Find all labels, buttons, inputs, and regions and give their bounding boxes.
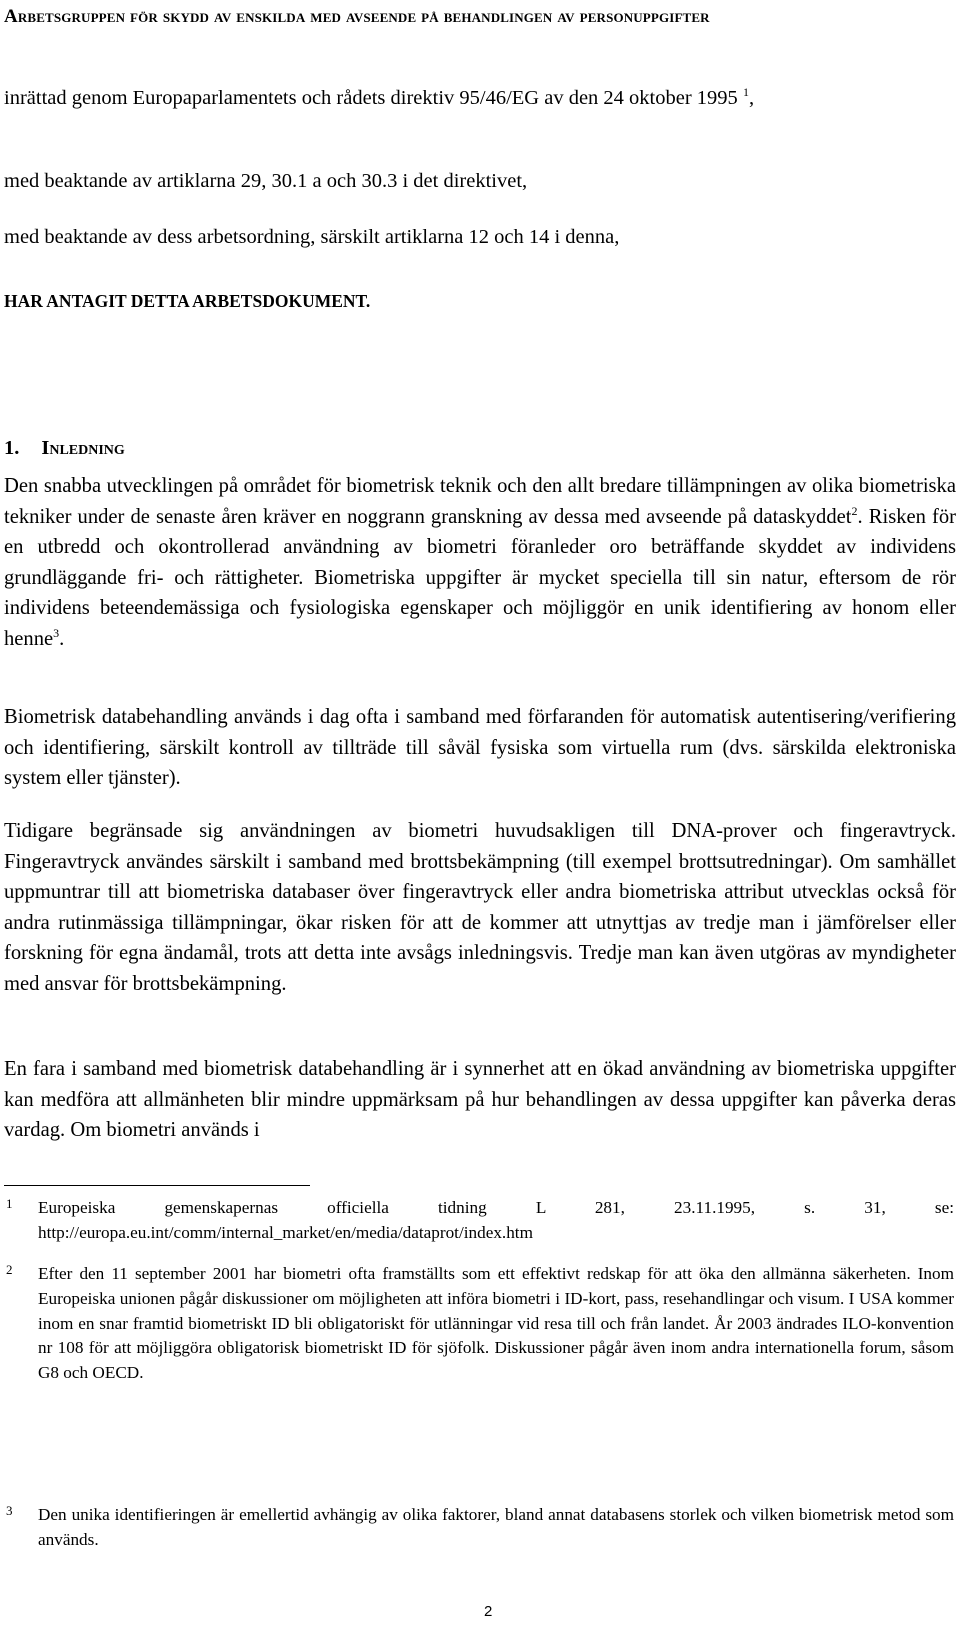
paragraph-danger: En fara i samband med biometrisk databehandling är i synnerhet att en ökad användning av biometriska uppgifter kan medföra att allmänheten blir mindre uppmärksam på hur behandlingen av dessa uppgifter kan påverka deras vardag. Om biometri används i xyxy=(4,1058,956,1141)
section-title: Inledning xyxy=(41,437,125,459)
section-heading xyxy=(4,433,125,463)
paragraph-biometric-processing: Biometrisk databehandling används i dag ofta i samband med förfaranden för automatisk autentisering/verifiering och identifiering, särskilt kontroll av tillträde till såväl fysiska som virtuella rum (dvs. särskilda elektroniska system eller tjänster). xyxy=(4,706,956,789)
footnote-number: 1 xyxy=(6,1196,13,1211)
footnote-ref-2[interactable]: 2 xyxy=(851,503,858,518)
adopted-statement: HAR ANTAGIT DETTA ARBETSDOKUMENT. xyxy=(4,291,371,311)
paragraph-text: . Risken för en utbredd och okontrollerad användning av biometri föranleder oro beträffande skyddet av individens grundläggande fri- och rättigheter. Biometriska uppgifter är mycket speciella till sin natur, eftersom de rör individens beteendemässiga och fysiologiska egenskaper och möjliggör en unik identifiering av honom eller henne xyxy=(4,505,957,650)
paragraph-history: Tidigare begränsade sig användningen av biometri huvudsakligen till DNA-prover och fingeravtryck. Fingeravtryck användes särskilt i samband med brottsbekämpning (till exempel brottsutredningar). Om samhället uppmuntrar till att biometriska databaser över fingeravtryck eller andra biometriska attribut utvecklas också för andra rutinmässiga tillämpningar, ökar risken för att de kommer att utnyttjas av tredje man i jämförelser eller forskning för egna ändamål, trots att detta inte avsågs inledningsvis. Tredje man kan även utgöras av myndigheter med ansvar för brottsbekämpning. xyxy=(4,820,956,995)
working-party-title: Arbetsgruppen för skydd av enskilda med avseende på behandlingen av personuppgifter xyxy=(4,6,710,27)
footnote-ref-3[interactable]: 3 xyxy=(53,625,60,640)
footnote-number: 3 xyxy=(6,1503,13,1518)
established-tail: , xyxy=(748,87,755,109)
footnote-1: Europeiska gemenskapernas officiella tidning L 281, 23.11.1995, s. 31, se: http://europa.eu.int/comm/internal_market/en/media/dataprot/index.htm xyxy=(38,1198,954,1242)
considering-rules-clause: med beaktande av dess arbetsordning, särskilt artiklarna 12 och 14 i denna, xyxy=(4,226,620,248)
footnote-ref-1[interactable]: 1 xyxy=(742,85,749,99)
paragraph-text: . xyxy=(59,627,65,650)
established-text: inrättad genom Europaparlamentets och rådets direktiv 95/46/EG av den 24 oktober 1995 xyxy=(4,87,738,109)
page-number: 2 xyxy=(484,1603,493,1620)
section-number: 1. xyxy=(4,437,20,459)
paragraph-introduction xyxy=(4,471,956,654)
footnote-number: 2 xyxy=(6,1262,13,1277)
paragraph-text: Den snabba utvecklingen på området för biometrisk teknik och den allt bredare tillämpningen av olika biometriska tekniker under de senaste åren kräver en noggrann granskning av dessa med avseende på dataskyddet xyxy=(4,475,956,528)
considering-articles-clause: med beaktande av artiklarna 29, 30.1 a och 30.3 i det direktivet, xyxy=(4,170,528,192)
established-clause xyxy=(4,83,954,113)
footnote-separator xyxy=(4,1185,310,1186)
footnote-3: Den unika identifieringen är emellertid avhängig av olika faktorer, bland annat databasens storlek och vilken biometrisk metod som används. xyxy=(38,1505,954,1549)
footnote-2: Efter den 11 september 2001 har biometri ofta framställts som ett effektivt redskap för att öka den allmänna säkerheten. Inom Europeiska unionen pågår diskussioner om möjligheten att införa biometri i ID-kort, pass, resehandlingar och visum. I USA kommer inom en snar framtid biometriskt ID bli obligatoriskt för utlänningar vid resa till och från landet. År 2003 ändrades ILO-konvention nr 108 för att möjliggöra obligatorisk biometriskt ID för sjöfolk. Diskussioner pågår även inom andra internationella forum, såsom G8 och OECD. xyxy=(38,1264,954,1383)
